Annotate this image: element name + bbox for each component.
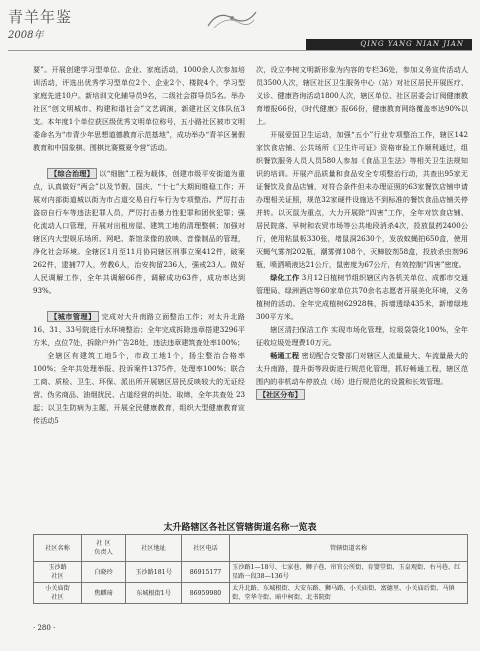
section-tag: 【城市管理】 xyxy=(47,311,99,322)
table-cell: 太升北路、东城根街、大安东路、狮马路、小关庙街、富德里、小关庙后街、马镇街、堂华寺街、暗中柯街、北书院街 xyxy=(230,583,468,604)
table-cell: 玉沙路 社区 xyxy=(34,562,82,583)
column-header: 社区名称 xyxy=(34,535,82,562)
paragraph xyxy=(33,167,245,297)
header-divider xyxy=(8,50,472,51)
left-column xyxy=(33,63,245,427)
table-cell: 小关庙街 社区 xyxy=(34,583,82,604)
column-header: 管辖街道名称 xyxy=(230,535,468,562)
table-header-row xyxy=(34,535,468,562)
logo-title: 青羊年鉴 xyxy=(8,8,73,26)
paragraph: 要”。开展创建学习型单位、企业、家庭活动，1000余人次参加培训活动，评选出优秀学习型单位2个、企业2个、楼院4个，学习型家庭先进10户。新培训文化辅导员9名，二级社会群导员5名。举办社区“创文明城市、构建和谐社会”文艺调演，新建社区文体队伍3支。本年度1个单位获区级优秀文明单位称号，五小路社区被市文明委命名为“市青少年思想道德教育示范基地”，成功举办“青羊区暑假教育和中国象棋、围棋比赛暨夏令营”活动。 xyxy=(33,65,245,152)
table-cell: 86959980 xyxy=(182,583,230,604)
table-cell: 86915177 xyxy=(182,562,230,583)
paragraph-text: 密切配合交警部门对辖区人流量最大、车流量最大的太升南路，提升街等段街进行规范化管理，抓好畅通工程，辖区范围内的非机动车停放点（场）进行规范化的设置和长效管理。 xyxy=(256,351,469,386)
column-header: 社区电话 xyxy=(182,535,230,562)
table-title: 太升路辖区各社区管辖街道名称一览表 xyxy=(163,523,317,533)
community-table xyxy=(33,534,468,604)
table-cell: 玉沙路1—18号、七家巷、狮子巷、帘官公所街、育婴堂街、玉皇观街、右马巷、红星路一段38—136号 xyxy=(230,562,468,583)
paragraph: 开展爱国卫生运动，加强“五小”行业专项整治工作，辖区142家饮食店铺、公共场所《卫生许可证》资格审验工作顺利通过，组织餐饮服务人员人员580人参加《食品卫生法》等相关卫生法规知识的培训。开展产品质量和食品安全专项整治行动，共查出95家无证餐饮及食品店铺，对符合条件但未办理证照的63家餐饮店铺申请办理相关证照，规范32家硬件设施达不到标准的餐饮食品店铺关停并转。以灭鼠为重点，大力开展除“四害”工作，全年对饮食店铺、居民院落、早树和农贸市场等公共地段消杀4次，投放鼠药2400公斤，使用粘鼠板330张，堵鼠洞2630个，发放蚊蝇拍650盒，使用灭蝇气雾剂202瓶，潮雾弹108个，灭蟑胶剂58盒，投放杀虫剂96瓶，喷洒喷液达21公斤，鼠密度为67公斤，有效控制“四害”密度。 xyxy=(256,130,468,269)
table-row xyxy=(34,583,468,604)
paragraph xyxy=(33,310,245,349)
table-cell: 玉沙路181号 xyxy=(126,562,182,583)
table-cell: 焦麒琦 xyxy=(82,583,126,604)
paragraph: 全辖区有建筑工地5个，市政工地1个，扬尘整治合格率100%；全年共处理举报、投诉案件1375件，处理率100%；联合工商、质检、卫生、环保、派出所开展辖区居民反映较大的无证经营、伪劣商品、油烟扰民、占道经营的纠处、取缔，全年共查处 23起；以卫生防病为主题，开展全民健康教育，组织大型健康教育宣传活动5 xyxy=(33,351,245,425)
column-header: 社 区 负责人 xyxy=(82,535,126,562)
paragraph xyxy=(256,388,468,401)
page-number: · 280 · xyxy=(33,624,56,632)
paragraph-text: 3月12日植树节组织辖区内各机关单位、成都市交通管理局、绿洲酒店等60家单位共70余名志愿者开展美化环境，义务植树的活动。全年完成植树62928株，拆墙透绿435米，新增绿地300平方米。 xyxy=(256,273,469,321)
section-tag: 【综合治理】 xyxy=(47,168,97,179)
header-band-text: QING YANG NIAN JIAN xyxy=(360,40,464,48)
paragraph: 次，设立李树文明新形象为内容的专栏36处，参加义务宣传活动人员3500人次，辖区社区卫生服务中心（站）对社区居民开展医疗、义诊、健康咨询活动1800人次，辖区单位、社区居委会订阅健康教育增报66份，《时代健康》报66份，健康教育网络覆盖率达90%以上。 xyxy=(256,65,468,126)
yearbook-logo xyxy=(8,6,88,46)
table-row xyxy=(34,562,468,583)
paragraph: 辖区清扫保洁工作 实现市场化管理，垃圾袋袋化100%，全年征收垃圾处理费10万元。 xyxy=(256,325,468,347)
paragraph-text: 以“细胞”工程为载体，创建市级平安街道为重点，认真做好“两会”以及节假、国庆、“十七”大期间维稳工作；开展对内部街道城以街为市占道交易自行车行为专项整治。严厉打击盗窃自行车等违法犯罪人员，严厉打击暴力性犯罪和团伙犯罪；强化流动人口管理，开展对出租房屋、建筑工地的清理整顿；加强对辖区内大型娱乐场所、网吧、茶馆录像的放映、音像制品的管理，净化社会环境。全辖区1月至11月协同辖区刑事立案412件，破案262件，逮捕77人，劳教6人，治安拘留236人，强戒23人。做好人民调解工作，全年共调解66件，调解成功63件，成功率达到93%。 xyxy=(33,169,246,295)
header-band xyxy=(306,39,472,50)
paragraph xyxy=(256,349,468,388)
paragraph-text: 完成对大升南路立面整治工作；对太升北路16、31、33号院进行水环境整治；全年完成拆除违章搭建3296平方米，点位7处，拆除户外广告28处，违法违章建筑查处率100%； xyxy=(33,312,246,347)
section-tag: 【社区分布】 xyxy=(256,389,305,400)
logo-year: 2008年 xyxy=(8,30,44,41)
column-header: 社区地址 xyxy=(126,535,182,562)
paragraph xyxy=(256,271,468,323)
right-column xyxy=(256,63,468,401)
table-cell: 东城根街1号 xyxy=(126,583,182,604)
header-ornament-icon xyxy=(204,6,260,32)
paragraph-lead: 畅通工程 xyxy=(270,351,300,360)
table-cell: 白晓玲 xyxy=(82,562,126,583)
paragraph-lead: 绿化工作 xyxy=(270,273,300,282)
